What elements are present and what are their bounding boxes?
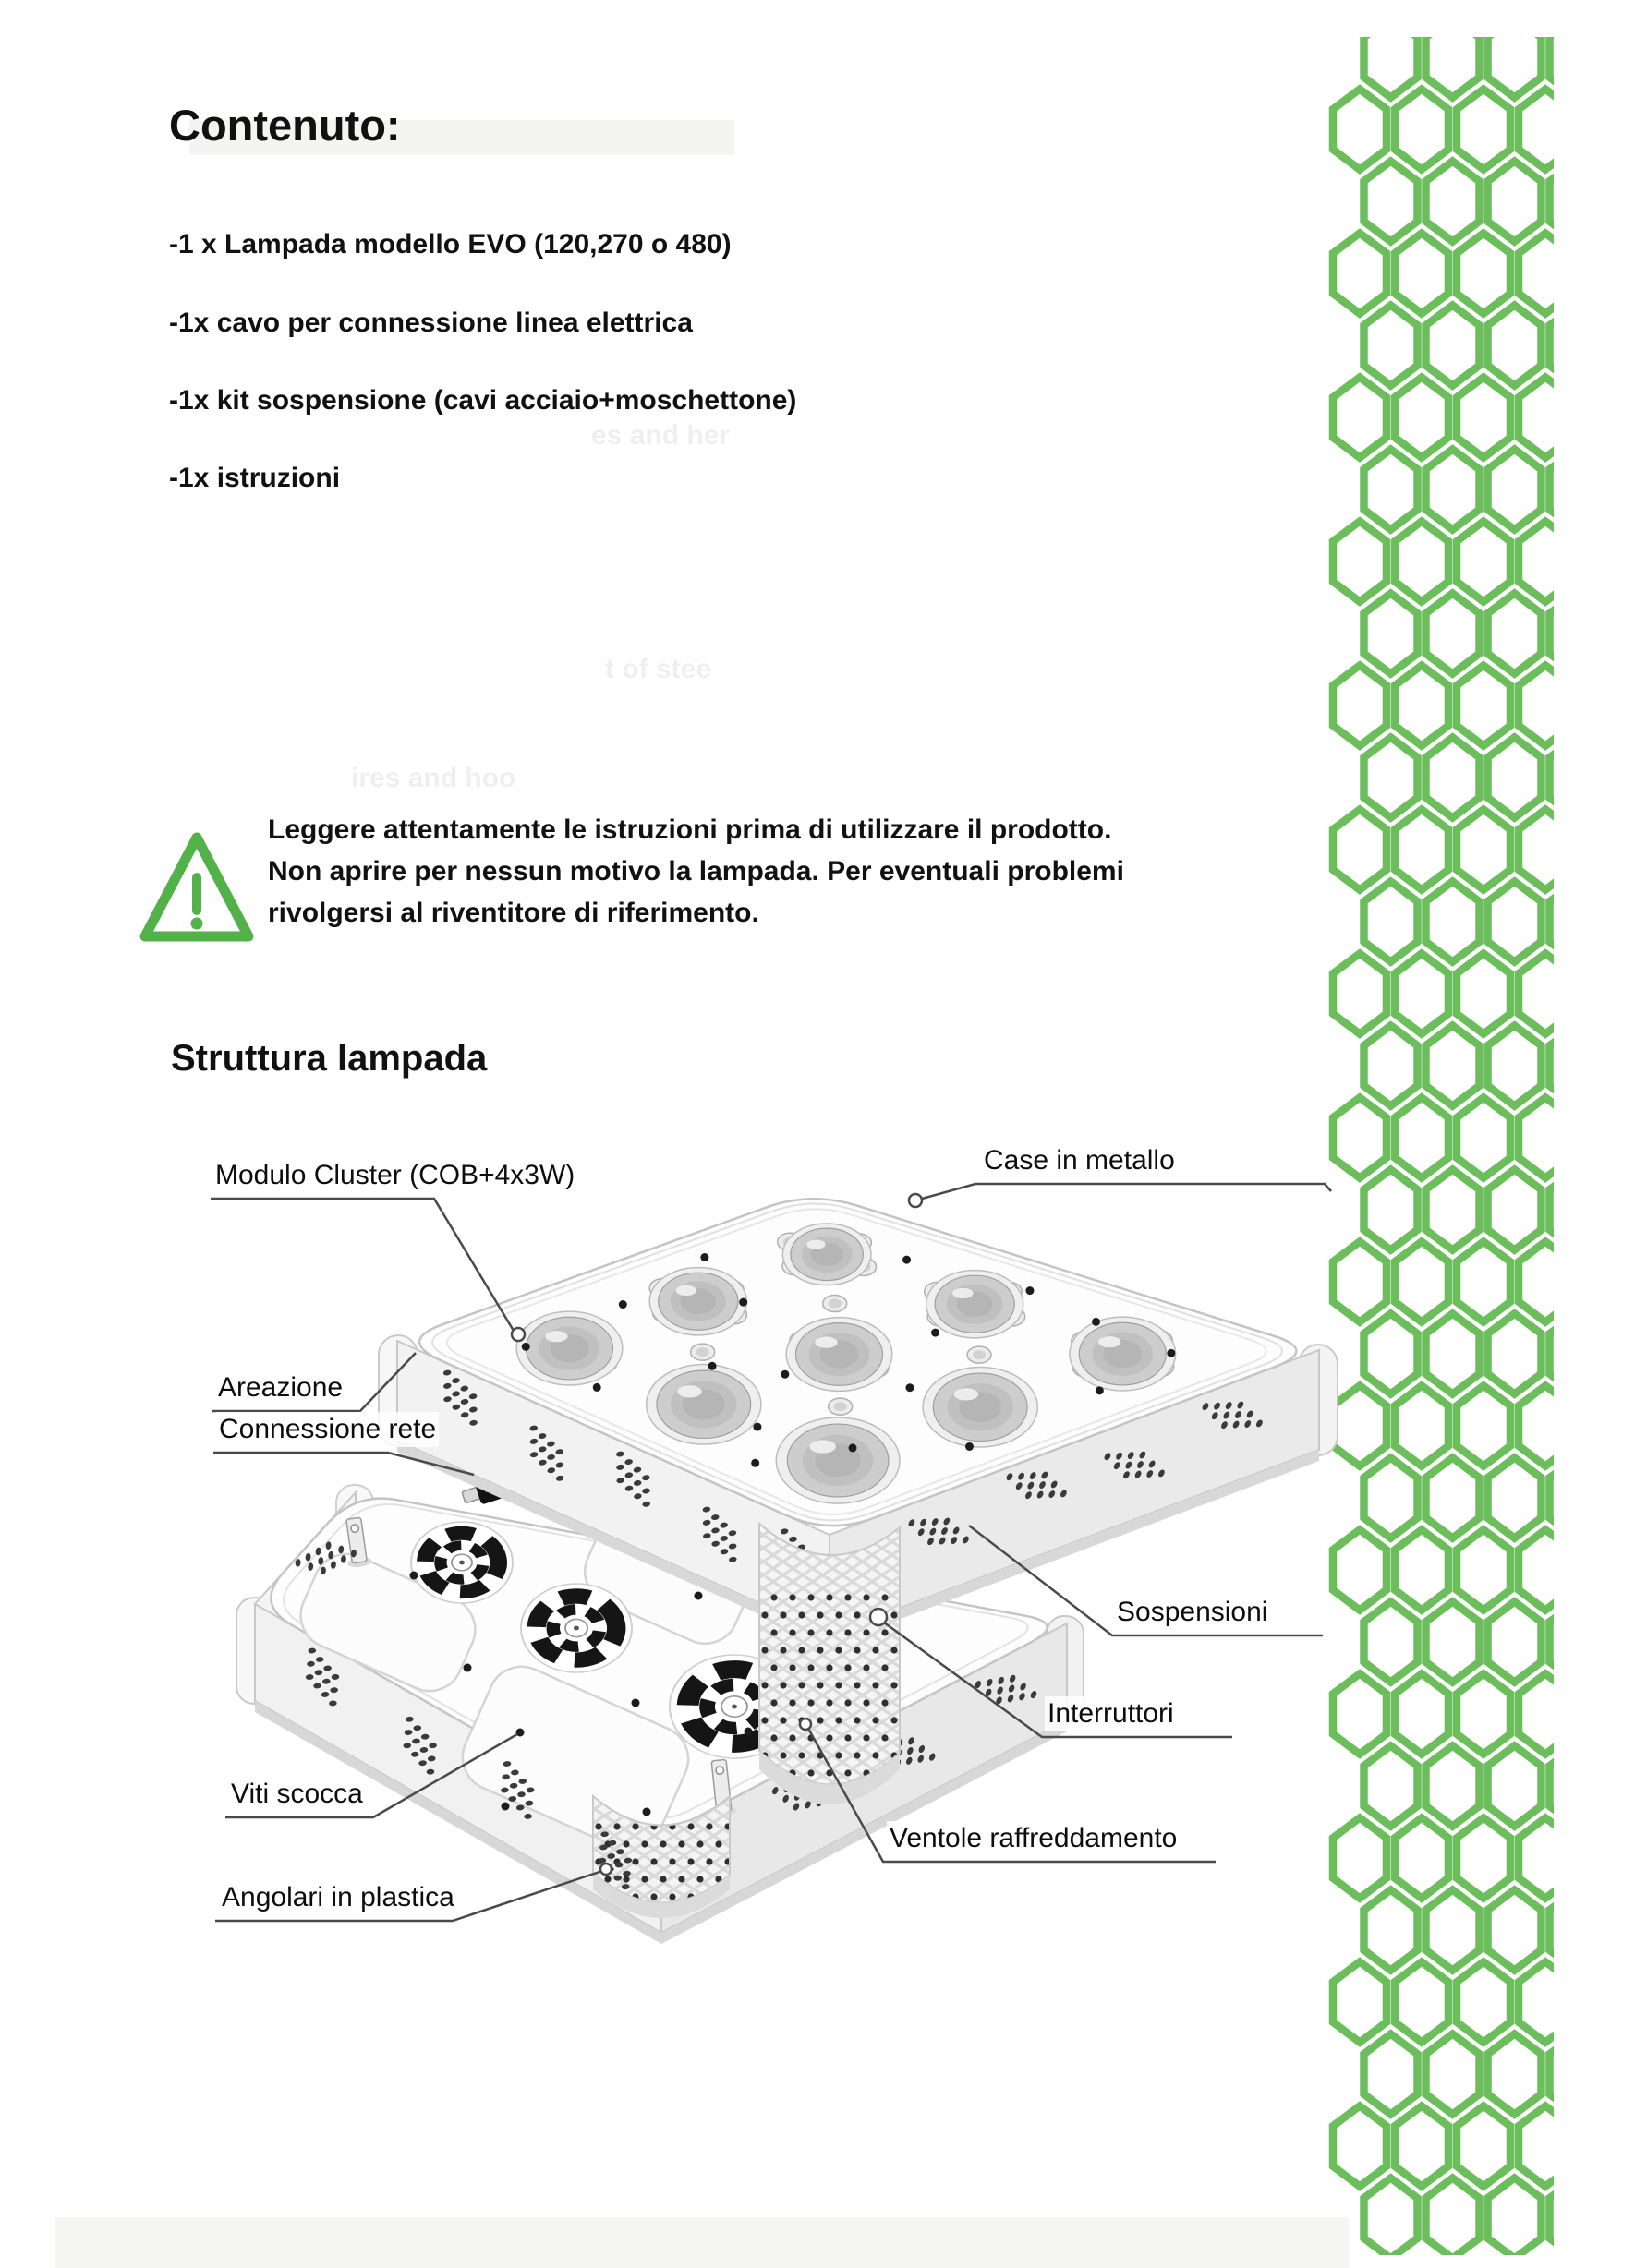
screw-dot <box>849 1443 857 1452</box>
screw-dot <box>1096 1386 1104 1394</box>
screw-dot <box>965 1442 974 1451</box>
diagram-label-areazione: Areazione <box>215 1370 345 1405</box>
diagram-label-angolari: Angolari in plastica <box>219 1880 457 1915</box>
contents-item-3: -1x kit sospensione (cavi acciaio+moschettone) <box>169 385 797 416</box>
screw-dot <box>931 1329 939 1337</box>
screw-dot <box>632 1699 640 1707</box>
leader-line <box>211 1199 514 1331</box>
diagram-label-ventole: Ventole raffreddamento <box>887 1821 1180 1856</box>
screw-dot <box>410 1572 418 1580</box>
led-cluster <box>647 1365 761 1444</box>
leader-target-circle <box>512 1328 525 1341</box>
diagram-label-connessione-rete: Connessione rete <box>216 1412 439 1447</box>
screw-dot <box>643 1808 651 1816</box>
led-cluster <box>776 1418 900 1503</box>
contents-item-4: -1x istruzioni <box>169 463 341 493</box>
led-lens <box>829 1398 853 1415</box>
screw-dot <box>619 1300 627 1309</box>
contents-item-1: -1 x Lampada modello EVO (120,270 o 480) <box>169 229 732 259</box>
led-cluster <box>926 1271 1023 1338</box>
diagram-label-case-metallo: Case in metallo <box>981 1143 1178 1178</box>
diagram-label-interruttori: Interruttori <box>1045 1696 1177 1731</box>
led-cluster <box>782 1224 871 1285</box>
screw-dot <box>905 1383 914 1392</box>
screw-dot <box>708 1362 717 1370</box>
screw-dot <box>522 1343 530 1351</box>
led-lens <box>823 1296 847 1312</box>
leader-target-circle <box>800 1719 811 1730</box>
screw-dot <box>753 1423 761 1431</box>
screw-dot <box>739 1298 747 1307</box>
plastic-corner-mesh <box>748 1514 914 1819</box>
honeycomb-pattern <box>1333 18 1604 2259</box>
led-cluster <box>516 1311 623 1385</box>
screw-dot <box>902 1256 911 1264</box>
warning-triangle-icon <box>137 829 257 945</box>
screw-dot <box>700 1253 708 1261</box>
led-cluster <box>649 1268 746 1335</box>
warning-text-line3: rivolgersi al riventitore di riferimento. <box>268 898 759 928</box>
led-cluster <box>786 1318 892 1392</box>
screw-dot <box>502 1803 510 1811</box>
screw-dot <box>1092 1318 1100 1326</box>
structure-heading: Struttura lampada <box>171 1038 488 1079</box>
screw-dot <box>751 1459 759 1467</box>
ghost-text: t of stee <box>605 654 712 684</box>
screw-dot <box>1025 1286 1034 1295</box>
led-cluster <box>923 1368 1037 1447</box>
leader-target-circle <box>909 1194 922 1207</box>
contents-heading: Contenuto: <box>169 101 401 150</box>
leader-target-circle <box>870 1609 887 1625</box>
diagram-label-modulo-cluster: Modulo Cluster (COB+4x3W) <box>212 1158 577 1193</box>
screw-dot <box>781 1370 789 1379</box>
diagram-label-sospensioni: Sospensioni <box>1114 1595 1270 1630</box>
screw-dot <box>745 1728 753 1736</box>
screw-dot <box>1167 1349 1175 1357</box>
screw-dot <box>464 1664 472 1672</box>
warning-text-line1: Leggere attentamente le istruzioni prima di utilizzare il prodotto. <box>268 814 1112 845</box>
diagram-label-viti-scocca: Viti scocca <box>228 1777 366 1812</box>
warning-text-line2: Non aprire per nessun motivo la lampada. Per eventuali problemi <box>268 856 1124 887</box>
screw-dot <box>593 1383 601 1392</box>
led-cluster <box>1070 1317 1176 1391</box>
led-lens <box>691 1344 715 1360</box>
led-lens <box>967 1346 991 1363</box>
contents-item-2: -1x cavo per connessione linea elettrica <box>169 308 693 338</box>
leader-line <box>915 1184 1331 1200</box>
ghost-text: ires and hoo <box>351 763 516 793</box>
screw-dot <box>695 1592 703 1600</box>
ghost-text: es and her <box>591 420 731 451</box>
leader-target-circle <box>600 1864 612 1875</box>
